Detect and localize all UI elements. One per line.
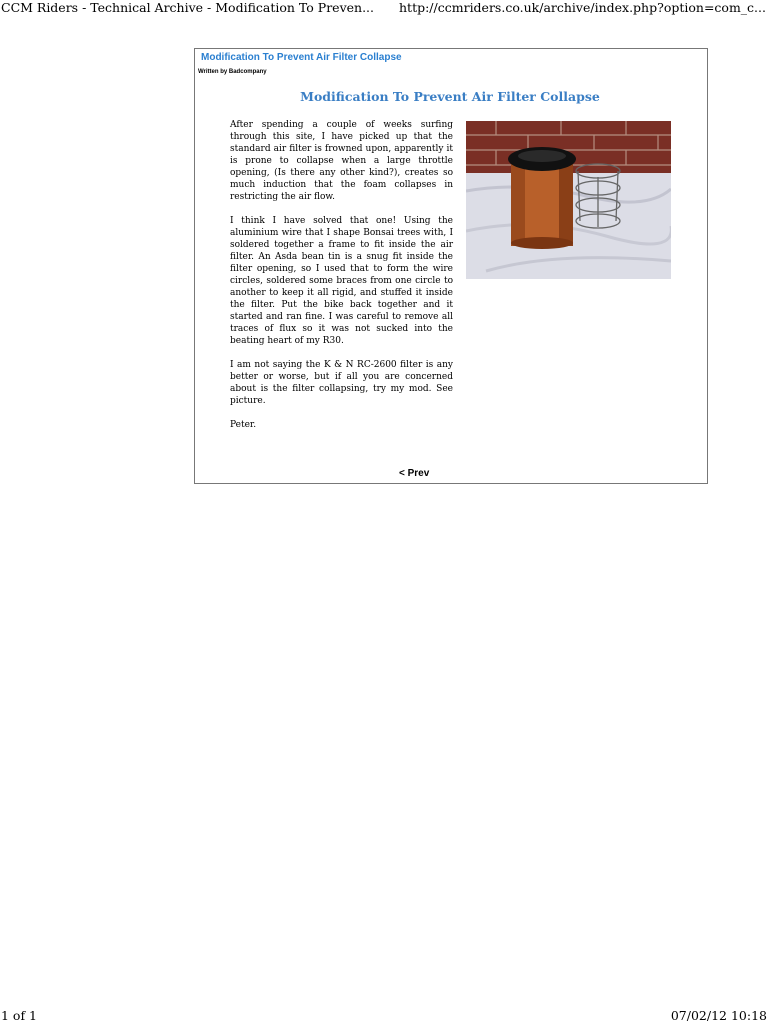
article-paragraph-1: After spending a couple of weeks surfing through this site, I have picked up that the standard air filter is frowned upon, apparently it is prone to collapse when a large throttle opening, (Is there any other kind?), creates so much induction that the foam collapses in restricting the air flow.	[230, 120, 453, 202]
article-paragraph-2: I think I have solved that one! Using the aluminium wire that I shape Bonsai trees with, I soldered together a frame to fit inside the air filter. An Asda bean tin is a snug fit inside the filter opening, so I used that to form the wire circles, soldered some braces from one circle to another to keep it all rigid, and stuffed it inside the filter. Put the bike back together and it started and ran fine. I was careful to remove all traces of flux so it was not sucked into the beating heart of my R30.	[230, 216, 453, 346]
print-header-title: CCM Riders - Technical Archive - Modification To Preven...	[1, 0, 375, 15]
print-footer-date: 07/02/12 10:18	[670, 1008, 767, 1023]
air-filter-photo	[466, 121, 671, 279]
print-footer-page: 1 of 1	[1, 1008, 38, 1023]
article-body	[230, 119, 453, 443]
print-header-url: http://ccmriders.co.uk/archive/index.php?option=com_c...	[399, 0, 766, 15]
article-box	[194, 48, 708, 484]
article-signature: Peter.	[230, 420, 257, 430]
article-heading	[195, 89, 705, 104]
article-byline: Written by Badcompany	[198, 69, 267, 75]
article-heading-text: Modification To Prevent Air Filter Collapse	[300, 89, 600, 104]
article-paragraph-3: I am not saying the K & N RC-2600 filter is any better or worse, but if all you are concerned about is the filter collapsing, try my mod. See picture.	[230, 360, 453, 406]
article-box-title: Modification To Prevent Air Filter Collapse	[201, 52, 402, 63]
prev-link[interactable]: < Prev	[399, 468, 430, 479]
